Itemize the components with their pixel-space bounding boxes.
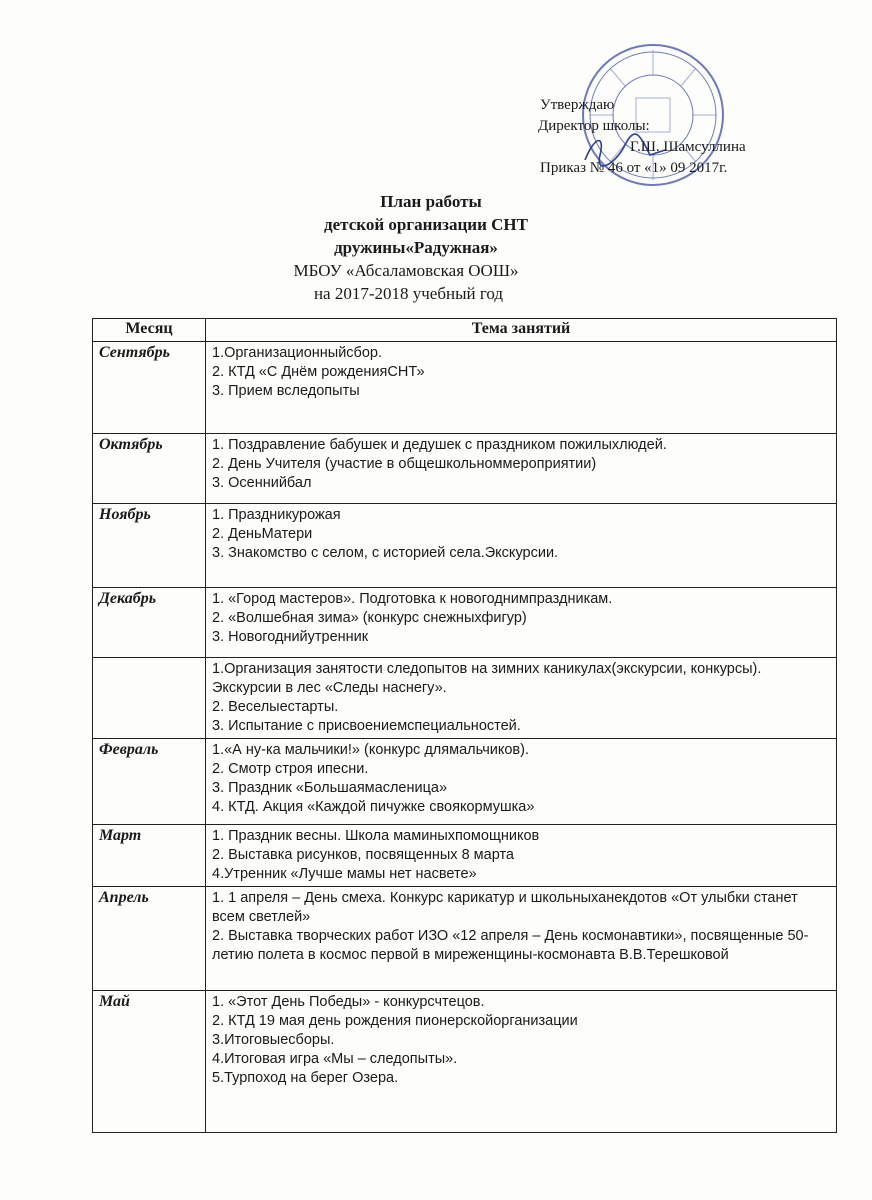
topic-item: 1. Поздравление бабушек и дедушек с праздником пожилыхлюдей. (212, 437, 667, 453)
table-row (93, 991, 837, 1133)
topic-item: 3. Новогоднийутренник (212, 629, 369, 645)
topic-item: 3. Знакомство с селом, с историей села.Экскурсии. (212, 545, 559, 561)
table-row (93, 658, 837, 739)
month-cell (93, 658, 206, 739)
topic-item: 2. День Учителя (участие в общешкольноммероприятии) (212, 456, 597, 472)
header-month: Месяц (93, 319, 206, 342)
title-line-2: детской организации СНТ (324, 215, 528, 234)
topics-cell (206, 342, 837, 434)
topic-item: 1. 1 апреля – День смеха. Конкурс карикатур и школьныханекдотов «От улыбки станет всем светлей» (212, 890, 798, 925)
approval-order: Приказ № 46 от «1» 09 2017г. (540, 160, 728, 176)
topics-cell (206, 658, 837, 739)
topics-cell (206, 887, 837, 991)
topics-cell (206, 825, 837, 887)
topic-item: 4.Утренник «Лучше мамы нет насвете» (212, 866, 477, 882)
title-line-5: на 2017-2018 учебный год (313, 284, 504, 303)
topic-item: 3. Осеннийбал (212, 475, 312, 491)
topic-item: 2. «Волшебная зима» (конкурс снежныхфигур) (212, 610, 527, 626)
topics-cell (206, 434, 837, 504)
topic-item: 2. Смотр строя ипесни. (212, 761, 369, 777)
topic-item: 1. «Этот День Победы» - конкурсчтецов. (212, 994, 485, 1010)
approval-heading: Утверждаю (540, 97, 615, 113)
topic-item: 2. КТД 19 мая день рождения пионерскойорганизации (212, 1013, 578, 1029)
month-cell: Сентябрь (93, 342, 206, 434)
table-row (93, 342, 837, 434)
topic-item: 4. КТД. Акция «Каждой пичужке своякормушка» (212, 799, 535, 815)
topic-item: 3.Итоговыесборы. (212, 1032, 335, 1048)
topics-cell (206, 739, 837, 825)
table-row (93, 434, 837, 504)
month-cell: Ноябрь (93, 504, 206, 588)
plan-table (92, 318, 837, 1133)
title-line-4: МБОУ «Абсаламовская ООШ» (293, 261, 519, 280)
approval-director-name: Г.Ш. Шамсуллина (630, 139, 746, 155)
topic-item: 2. ДеньМатери (212, 526, 313, 542)
topic-item: 1.Организационныйсбор. (212, 345, 383, 361)
topic-item: 4.Итоговая игра «Мы – следопыты». (212, 1051, 458, 1067)
topic-item: 1. «Город мастеров». Подготовка к новогоднимпраздникам. (212, 591, 613, 607)
topic-item: 2. Веселыестарты. (212, 699, 339, 715)
title-line-3: дружины«Радужная» (334, 238, 498, 257)
topic-item: 1.Организация занятости следопытов на зимних каникулах(экскурсии, конкурсы). Экскурсии в лес «Следы наснегу». (212, 661, 762, 696)
topic-item: 1. Праздникурожая (212, 507, 341, 523)
topics-cell (206, 588, 837, 658)
month-cell: Апрель (93, 887, 206, 991)
plan-table-body (93, 342, 837, 1133)
table-row (93, 887, 837, 991)
table-row (93, 825, 837, 887)
topic-item: 3. Прием вследопыты (212, 383, 360, 399)
topic-item: 3. Испытание с присвоениемспециальностей. (212, 718, 521, 734)
topic-item: 3. Праздник «Большаямасленица» (212, 780, 448, 796)
header-topics: Тема занятий (206, 319, 837, 342)
table-row (93, 588, 837, 658)
topic-item: 2. КТД «С Днём рожденияСНТ» (212, 364, 425, 380)
month-cell: Декабрь (93, 588, 206, 658)
topic-item: 1.«А ну-ка мальчики!» (конкурс длямальчиков). (212, 742, 529, 758)
topic-item: 2. Выставка творческих работ ИЗО «12 апреля – День космонавтики», посвященные 50- летию полета в космос первой в миреженщины-космонавта В.В.Терешковой (212, 928, 809, 963)
topics-cell (206, 504, 837, 588)
topic-item: 5.Турпоход на берег Озера. (212, 1070, 399, 1086)
title-line-1: План работы (380, 192, 482, 211)
approval-block (530, 95, 830, 179)
topic-item: 1. Праздник весны. Школа маминыхпомощников (212, 828, 540, 844)
approval-position: Директор школы: (538, 118, 650, 134)
table-row (93, 504, 837, 588)
table-header-row (93, 319, 837, 342)
month-cell: Март (93, 825, 206, 887)
document-title (0, 190, 872, 305)
topics-cell (206, 991, 837, 1133)
table-row (93, 739, 837, 825)
month-cell: Октябрь (93, 434, 206, 504)
month-cell: Май (93, 991, 206, 1133)
topic-item: 2. Выставка рисунков, посвященных 8 марта (212, 847, 514, 863)
month-cell: Февраль (93, 739, 206, 825)
